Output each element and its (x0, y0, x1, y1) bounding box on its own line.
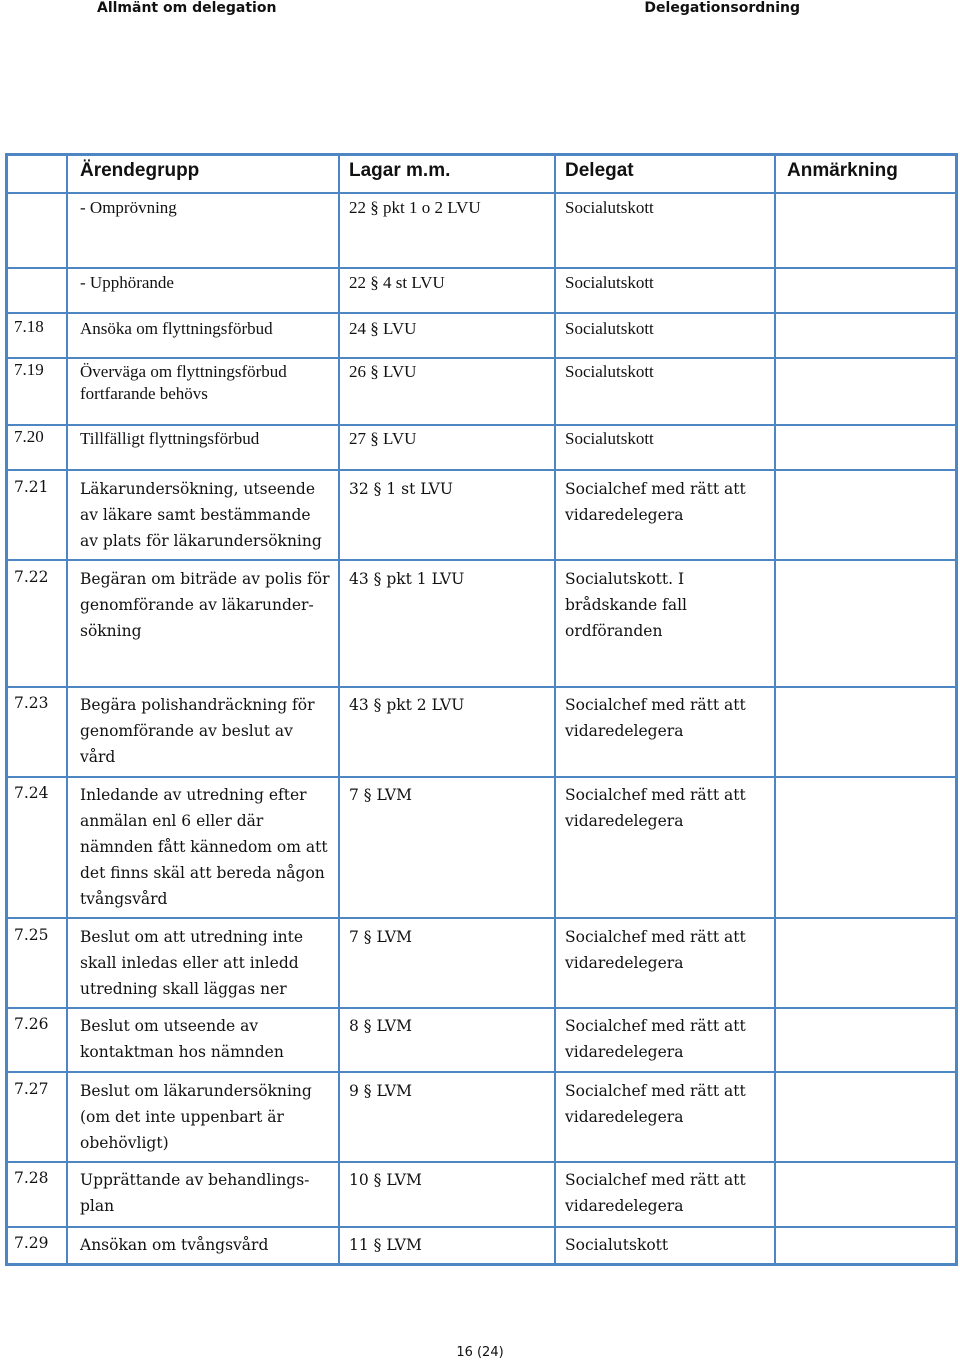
cell-delegate: Socialchef med rätt att (565, 1171, 746, 1189)
cell-delegate: brådskande fall (565, 596, 687, 614)
cell-law: 32 § 1 st LVU (349, 480, 453, 498)
row-number: 7.23 (14, 694, 49, 712)
cell-delegate: Socialutskott. I (565, 570, 685, 588)
cell-subject: Läkarundersökning, utseende (80, 480, 316, 498)
page-header-left: Allmänt om delegation (97, 0, 277, 16)
cell-subject: Tillfälligt flyttningsförbud (80, 429, 260, 448)
cell-law: 27 § LVU (349, 429, 417, 448)
cell-delegate: Socialchef med rätt att (565, 786, 746, 804)
cell-subject: Ansökan om tvångsvård (80, 1236, 269, 1254)
cell-law: 26 § LVU (349, 362, 417, 381)
cell-subject: det finns skäl att bereda någon (80, 864, 325, 882)
cell-subject: plan (80, 1197, 115, 1215)
cell-subject: obehövligt) (80, 1134, 169, 1152)
cell-subject: genomförande av beslut av (80, 722, 293, 740)
cell-delegate: Socialchef med rätt att (565, 1017, 746, 1035)
cell-subject: tvångsvård (80, 890, 168, 908)
cell-subject: nämnden fått kännedom om att (80, 838, 328, 856)
column-header: Delegat (565, 160, 634, 181)
cell-law: 22 § 4 st LVU (349, 273, 445, 292)
cell-subject: Överväga om flyttningsförbud (80, 362, 287, 381)
cell-subject: utredning skall läggas ner (80, 980, 287, 998)
row-number: 7.20 (14, 427, 44, 446)
cell-subject: skall inledas eller att inledd (80, 954, 299, 972)
cell-delegate: Socialutskott (565, 319, 654, 338)
cell-delegate: vidaredelegera (565, 506, 684, 524)
row-divider (8, 1226, 955, 1228)
cell-subject: sökning (80, 622, 142, 640)
cell-law: 7 § LVM (349, 786, 412, 804)
cell-delegate: Socialchef med rätt att (565, 1082, 746, 1100)
cell-subject: av plats för läkarundersökning (80, 532, 322, 550)
row-number: 7.24 (14, 784, 49, 802)
page-number: 16 (24) (456, 1345, 504, 1360)
cell-subject: (om det inte uppenbart är (80, 1108, 284, 1126)
cell-subject: fortfarande behövs (80, 384, 208, 403)
row-number: 7.28 (14, 1169, 49, 1187)
cell-law: 8 § LVM (349, 1017, 412, 1035)
row-divider (8, 192, 955, 194)
cell-subject: Beslut om läkarundersökning (80, 1082, 312, 1100)
row-number: 7.26 (14, 1015, 49, 1033)
column-header: Anmärkning (787, 160, 898, 181)
cell-delegate: ordföranden (565, 622, 663, 640)
cell-subject: Begära polishandräckning för (80, 696, 315, 714)
cell-law: 11 § LVM (349, 1236, 422, 1254)
cell-subject: anmälan enl 6 eller där (80, 812, 264, 830)
page-header-right: Delegationsordning (644, 0, 800, 16)
cell-delegate: vidaredelegera (565, 1043, 684, 1061)
row-number: 7.21 (14, 478, 49, 496)
column-header: Lagar m.m. (349, 160, 451, 181)
row-number: 7.29 (14, 1234, 49, 1252)
cell-subject: kontaktman hos nämnden (80, 1043, 284, 1061)
cell-subject: - Upphörande (80, 273, 174, 292)
cell-delegate: Socialutskott (565, 429, 654, 448)
row-divider (8, 686, 955, 688)
cell-subject: Beslut om att utredning inte (80, 928, 304, 946)
row-divider (8, 424, 955, 426)
cell-delegate: vidaredelegera (565, 1197, 684, 1215)
cell-law: 22 § pkt 1 o 2 LVU (349, 198, 481, 217)
cell-subject: Ansöka om flyttningsförbud (80, 319, 273, 338)
cell-law: 43 § pkt 1 LVU (349, 570, 465, 588)
row-divider (8, 469, 955, 471)
cell-subject: genomförande av läkarunder- (80, 596, 314, 614)
row-number: 7.25 (14, 926, 49, 944)
row-number: 7.18 (14, 317, 44, 336)
cell-subject: vård (80, 748, 116, 766)
cell-delegate: Socialchef med rätt att (565, 480, 746, 498)
cell-subject: Begäran om biträde av polis för (80, 570, 330, 588)
cell-delegate: Socialutskott (565, 1236, 669, 1254)
cell-delegate: Socialchef med rätt att (565, 928, 746, 946)
row-divider (8, 776, 955, 778)
cell-delegate: vidaredelegera (565, 722, 684, 740)
row-divider (8, 1071, 955, 1073)
cell-subject: av läkare samt bestämmande (80, 506, 311, 524)
cell-delegate: Socialutskott (565, 362, 654, 381)
column-divider (554, 156, 556, 1263)
cell-subject: Inledande av utredning efter (80, 786, 307, 804)
cell-law: 43 § pkt 2 LVU (349, 696, 465, 714)
cell-law: 7 § LVM (349, 928, 412, 946)
row-divider (8, 267, 955, 269)
row-divider (8, 1007, 955, 1009)
column-divider (774, 156, 776, 1263)
cell-law: 9 § LVM (349, 1082, 412, 1100)
row-number: 7.19 (14, 360, 44, 379)
cell-delegate: Socialutskott (565, 273, 654, 292)
cell-subject: - Omprövning (80, 198, 177, 217)
row-divider (8, 1161, 955, 1163)
cell-delegate: Socialutskott (565, 198, 654, 217)
column-header: Ärendegrupp (80, 160, 200, 181)
row-divider (8, 357, 955, 359)
cell-delegate: vidaredelegera (565, 812, 684, 830)
cell-delegate: Socialchef med rätt att (565, 696, 746, 714)
row-number: 7.22 (14, 568, 49, 586)
row-divider (8, 559, 955, 561)
column-divider (66, 156, 68, 1263)
cell-delegate: vidaredelegera (565, 1108, 684, 1126)
column-divider (338, 156, 340, 1263)
cell-law: 10 § LVM (349, 1171, 422, 1189)
cell-delegate: vidaredelegera (565, 954, 684, 972)
cell-subject: Beslut om utseende av (80, 1017, 259, 1035)
cell-subject: Upprättande av behandlings- (80, 1171, 310, 1189)
row-divider (8, 312, 955, 314)
cell-law: 24 § LVU (349, 319, 417, 338)
delegation-table (5, 153, 958, 1266)
row-number: 7.27 (14, 1080, 49, 1098)
row-divider (8, 917, 955, 919)
